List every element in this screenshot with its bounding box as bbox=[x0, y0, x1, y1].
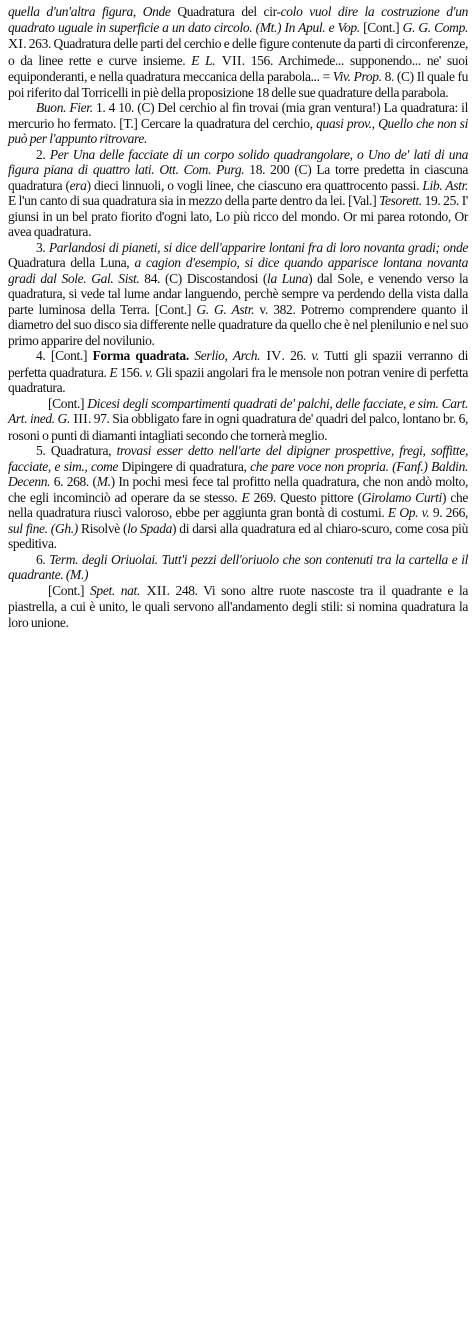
italic-text: G. G. Comp. bbox=[402, 19, 468, 35]
dictionary-paragraph bbox=[8, 443, 468, 552]
roman-numeral: XII bbox=[139, 583, 167, 599]
italic-text: Spet. nat. bbox=[90, 582, 140, 598]
bold-text: Forma quadrata. bbox=[92, 348, 189, 363]
italic-text: colo vuol dire la costruzione d'un quadrato uguale in superficie a un dato circolo. (Mt.) In Apul. e Vop. bbox=[8, 4, 468, 35]
italic-text: G. G. Astr. bbox=[196, 301, 255, 317]
text-run: ) dieci linnuoli, o vogli linee, che ciascuno era quattrocento passi. bbox=[86, 177, 423, 193]
text-run: . 97. Sia obbligato fare in ogni quadratura de' quadri del palco, lontano br. 6, rosoni o punti di diamanti intagliati secondo che tornerà meglio. bbox=[8, 411, 469, 443]
italic-text: Girolamo Curti bbox=[361, 489, 442, 505]
italic-text: v. bbox=[145, 364, 153, 380]
dictionary-paragraph bbox=[8, 4, 468, 100]
italic-text: Serlio, Arch. bbox=[194, 348, 261, 363]
roman-numeral: XI bbox=[8, 37, 24, 52]
text-run: 19. 25. I' giunsi in un bel prato fiorito d'ogni lato, Lo più ricco del mondo. Or mi parea rotondo, Or avea quadratura. bbox=[8, 193, 468, 239]
italic-text: la Luna bbox=[267, 270, 309, 286]
text-run: ) di darsi alla quadratura ed al chiaro-scuro, come cosa più speditiva. bbox=[8, 520, 468, 551]
dictionary-paragraph bbox=[8, 348, 468, 396]
dictionary-paragraph bbox=[8, 147, 468, 240]
italic-text: a cagion d'esempio, si dice quando apparisce lontana novanta gradi dal Sole. Gal. Sist. bbox=[8, 255, 468, 286]
italic-text: E bbox=[109, 364, 118, 380]
italic-text: Viv. Prop. bbox=[332, 69, 382, 84]
italic-text: Dicesi degli scompartimenti quadrati de' palchi, delle facciate, e sim. Cart. Art. ined. G. bbox=[8, 395, 468, 426]
italic-text: quella d'un'altra figura, Onde bbox=[8, 4, 171, 19]
text-run: Quadratura del cir- bbox=[170, 4, 281, 19]
italic-text: quasi prov., Quello che non si può per l'appunto ritrovare. bbox=[8, 115, 468, 146]
text-run: Gli spazii angolari fra le mensole non potran venire di perfetta quadratura. bbox=[8, 364, 469, 395]
roman-numeral: III bbox=[69, 412, 88, 427]
text-run: 4. [Cont.] bbox=[36, 348, 93, 363]
italic-text: M. bbox=[96, 474, 111, 489]
text-run: 9. 266, bbox=[429, 505, 469, 520]
italic-text: Una delle facciate di un corpo solido quadrangolare, o Uno de' lati di una figura piana di quattro lati. Ott. Com. Purg. bbox=[8, 146, 468, 177]
text-run: ) dal Sole, e venendo verso la quadratura, si vede tal lume andar languendo, perchè sempre va perdendo della vista dalla parte luminosa della Terra. [Cont.] bbox=[8, 270, 469, 317]
text-run: . 263. Quadratura delle parti del cerchio e delle figure contenute da parti di circonferenze, o da linee rette e curve insieme. bbox=[8, 36, 468, 68]
text-run: . 26. bbox=[281, 348, 312, 363]
text-run: v. 382. Potremo comprendere quanto il diametro del suo disco sia differente nelle quadrature da quello che è nel plenilunio e nel suo primo apparire del novilunio. bbox=[8, 301, 468, 348]
text-run: . 248. Vi sono altre ruote nascoste tra il quadrante e la piastrella, a cui è unito, le quali servono all'andamento degli stili: si nomina quadratura la loro unione. bbox=[8, 582, 468, 630]
text-run: E l'un canto di sua quadratura sia in mezzo della parte dentro da lei. [Val.] bbox=[8, 193, 380, 208]
italic-text: era bbox=[69, 177, 87, 193]
italic-text: che pare voce non propria. (Fanf.) Baldin. Decenn. bbox=[8, 458, 468, 489]
italic-text: Lib. Astr. bbox=[422, 177, 469, 193]
text-run: . 156. Archimede... supponendo... ne' suoi equiponderanti, e nella quadratura meccanica della parabola... = bbox=[8, 52, 469, 84]
text-run: 1. 4 10. (C) Del cerchio al fin trovai (mia gran ventura!) La quadratura: il mercurio ho fermato. [T.] Cercare la quadratura del cerchio, bbox=[8, 100, 468, 131]
dictionary-paragraph bbox=[8, 240, 468, 349]
roman-numeral: IV bbox=[260, 349, 282, 364]
text-run: [Cont.] bbox=[48, 395, 88, 411]
text-run: [Cont.] bbox=[359, 19, 403, 35]
text-run: 269. Questo pittore ( bbox=[249, 489, 362, 505]
dictionary-paragraph bbox=[8, 583, 468, 631]
text-run: Dipingere di quadratura, bbox=[118, 458, 251, 474]
text-run: ) In pochi mesi fece tal profitto nella quadratura, che non andò molto, che egli incominciò ad operare da se stesso. bbox=[8, 474, 468, 505]
dictionary-paragraph bbox=[8, 100, 468, 147]
italic-text: v. bbox=[311, 348, 320, 363]
roman-numeral: VII bbox=[215, 53, 242, 69]
dictionary-paragraph bbox=[8, 396, 468, 444]
italic-text: Parlandosi di pianeti, si dice dell'apparire lontani fra di loro novanta gradi; onde bbox=[48, 239, 468, 255]
text-run: 5. Quadratura, bbox=[36, 443, 117, 458]
text-run: 6. 268. ( bbox=[50, 474, 97, 489]
italic-text: sul fine. (Gh.) bbox=[8, 520, 78, 536]
text-run: Risolvè ( bbox=[77, 520, 128, 536]
text-run: [Cont.] bbox=[48, 582, 91, 598]
dictionary-paragraph bbox=[8, 552, 468, 583]
text-run: 2. bbox=[36, 146, 50, 162]
italic-text: Tesorett. bbox=[379, 193, 422, 208]
text-run: 18. 200 (C) La torre predetta in ciascuna quadratura ( bbox=[8, 162, 468, 193]
text-run: Tutti gli spazii verranno di perfetta quadratura. bbox=[8, 348, 468, 380]
text-run: ) che nella quadratura riuscì valoroso, ebbe per aggiunta gran bontà di costumi. bbox=[8, 489, 469, 520]
text-run: 6. bbox=[36, 551, 50, 567]
text-run: 8. (C) Il quale fu poi riferito dal Torricelli in piè della proposizione 18 delle sue quadrature della parabola. bbox=[8, 69, 469, 100]
italic-text: Buon. Fier. bbox=[36, 100, 93, 115]
italic-text: E Op. v. bbox=[387, 505, 430, 520]
italic-text: lo Spada bbox=[127, 520, 173, 536]
text-run: 156. bbox=[117, 364, 146, 380]
italic-text: Term. degli Oriuolai. Tutt'i pezzi dell'oriuolo che son contenuti tra la cartella e il quadrante. (M.) bbox=[8, 551, 469, 582]
italic-text: E L. bbox=[191, 52, 216, 68]
italic-text: Per bbox=[49, 146, 69, 162]
text-run: Quadratura della Luna, bbox=[8, 255, 135, 270]
text-run: 84. (C) Discostandosi ( bbox=[139, 270, 268, 286]
italic-text: E bbox=[241, 489, 250, 505]
text-run: 3. bbox=[36, 239, 49, 255]
italic-text: trovasi esser detto nell'arte del dipigner prospettive, fregi, soffitte, facciate, e sim., come bbox=[8, 443, 469, 474]
